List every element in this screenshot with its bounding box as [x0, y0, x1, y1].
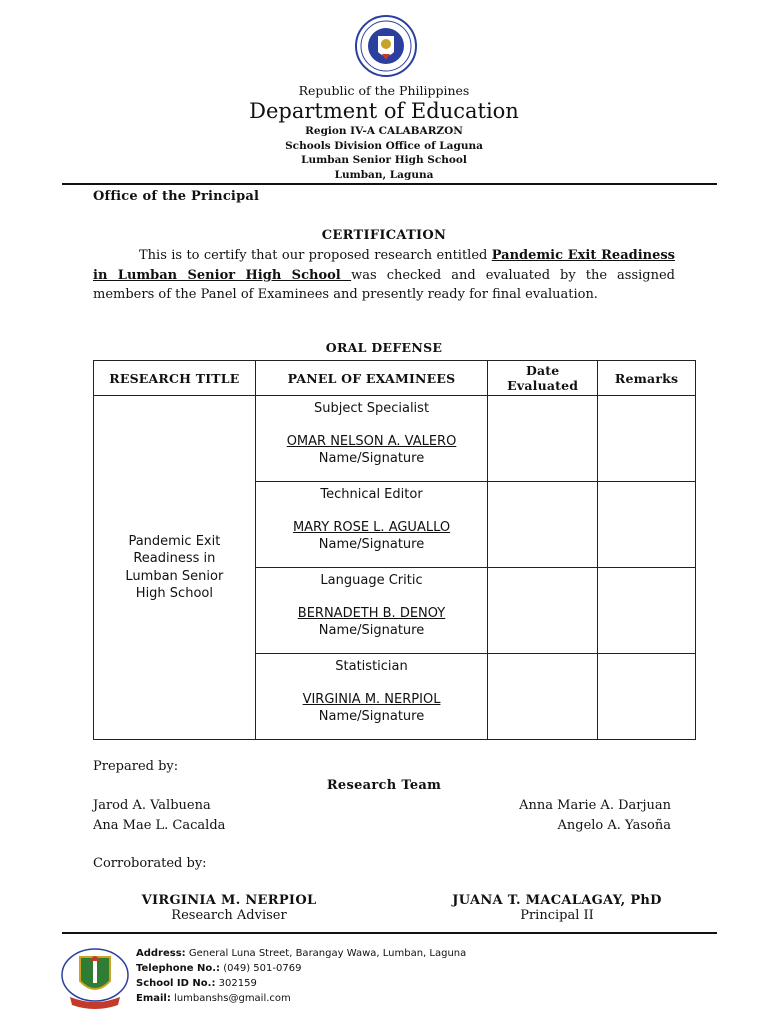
- footer-divider: [62, 932, 717, 934]
- table-row: [94, 396, 696, 482]
- research-title-link: Pandemic Exit Readiness in Lumban Senior High School: [93, 248, 676, 283]
- table-header-row: [94, 361, 696, 396]
- date-evaluated-cell: [488, 396, 598, 482]
- team-members-left: [93, 796, 225, 836]
- col-research-title: RESEARCH TITLE: [94, 361, 256, 396]
- signatory-adviser: [119, 893, 339, 923]
- team-members-right: [519, 796, 671, 836]
- col-panel-examinees: PANEL OF EXAMINEES: [255, 361, 488, 396]
- header-region: Region IV-A CALABARZON: [305, 125, 463, 137]
- signatory-role: Principal II: [520, 908, 594, 923]
- research-team-title: Research Team: [326, 778, 442, 793]
- examiner-signature-label: Name/Signature: [318, 451, 425, 466]
- header-address-block: [0, 124, 768, 182]
- examiner-role: Subject Specialist: [313, 401, 430, 416]
- date-evaluated-cell: [488, 654, 598, 740]
- team-member: Anna Marie A. Darjuan: [519, 798, 671, 813]
- col-remarks: Remarks: [598, 361, 696, 396]
- examiner-name: MARY ROSE L. AGUALLO: [292, 520, 451, 535]
- signatory-role: Research Adviser: [171, 908, 287, 923]
- school-logo-icon: [60, 945, 130, 1011]
- remarks-cell: [598, 568, 696, 654]
- footer-school-id: School ID No.: 302159: [136, 978, 257, 989]
- examiner-role: Statistician: [335, 659, 408, 674]
- republic-line: Republic of the Philippines: [298, 83, 470, 98]
- examiner-cell: [255, 568, 488, 654]
- corroborated-by-label: Corroborated by:: [93, 856, 207, 871]
- date-evaluated-cell: [488, 482, 598, 568]
- footer-email: Email: lumbanshs@gmail.com: [136, 993, 291, 1004]
- examiner-name: VIRGINIA M. NERPIOL: [302, 692, 441, 707]
- footer-contact: [136, 946, 466, 1006]
- department-title: Department of Education: [249, 99, 519, 123]
- prepared-by-label: Prepared by:: [93, 759, 179, 774]
- examiner-cell: [255, 654, 488, 740]
- team-member: Ana Mae L. Cacalda: [93, 818, 226, 833]
- signatory-principal: [432, 893, 682, 923]
- team-member: Angelo A. Yasoña: [557, 818, 671, 833]
- remarks-cell: [598, 396, 696, 482]
- research-title-cell: Pandemic Exit Readiness in Lumban Senior High School: [94, 396, 256, 740]
- examiner-name: BERNADETH B. DENOY: [297, 606, 446, 621]
- footer-telephone: Telephone No.: (049) 501-0769: [136, 963, 302, 974]
- examiner-cell: [255, 396, 488, 482]
- team-member: Jarod A. Valbuena: [93, 798, 211, 813]
- col-date-evaluated: Date Evaluated: [488, 361, 598, 396]
- cert-text-before: This is to certify that our proposed research entitled: [139, 248, 492, 263]
- cert-text-after: was checked and evaluated by the assigned members of the Panel of Examinees and presently ready for final evaluation.: [93, 267, 675, 302]
- examiner-role: Language Critic: [320, 573, 423, 588]
- examiner-role: Technical Editor: [320, 487, 423, 502]
- header-school: Lumban Senior High School: [301, 154, 467, 166]
- header-divider: [62, 183, 717, 185]
- footer-address: Address: General Luna Street, Barangay Wawa, Lumban, Laguna: [136, 948, 467, 959]
- oral-defense-table: [93, 360, 696, 740]
- examiner-name: OMAR NELSON A. VALERO: [286, 434, 457, 449]
- deped-seal-icon: [354, 14, 418, 78]
- date-evaluated-cell: [488, 568, 598, 654]
- examiner-signature-label: Name/Signature: [318, 623, 425, 638]
- header-town: Lumban, Laguna: [334, 168, 434, 181]
- remarks-cell: [598, 654, 696, 740]
- certification-body: [93, 246, 675, 305]
- examiner-signature-label: Name/Signature: [318, 537, 425, 552]
- header-division: Schools Division Office of Laguna: [285, 139, 483, 152]
- certification-title: CERTIFICATION: [321, 228, 447, 243]
- oral-defense-title: ORAL DEFENSE: [325, 340, 443, 355]
- signatory-name: VIRGINIA M. NERPIOL: [141, 893, 317, 908]
- signatory-name: JUANA T. MACALAGAY, PhD: [452, 893, 662, 908]
- examiner-signature-label: Name/Signature: [318, 709, 425, 724]
- examiner-cell: [255, 482, 488, 568]
- office-label: Office of the Principal: [93, 189, 260, 204]
- remarks-cell: [598, 482, 696, 568]
